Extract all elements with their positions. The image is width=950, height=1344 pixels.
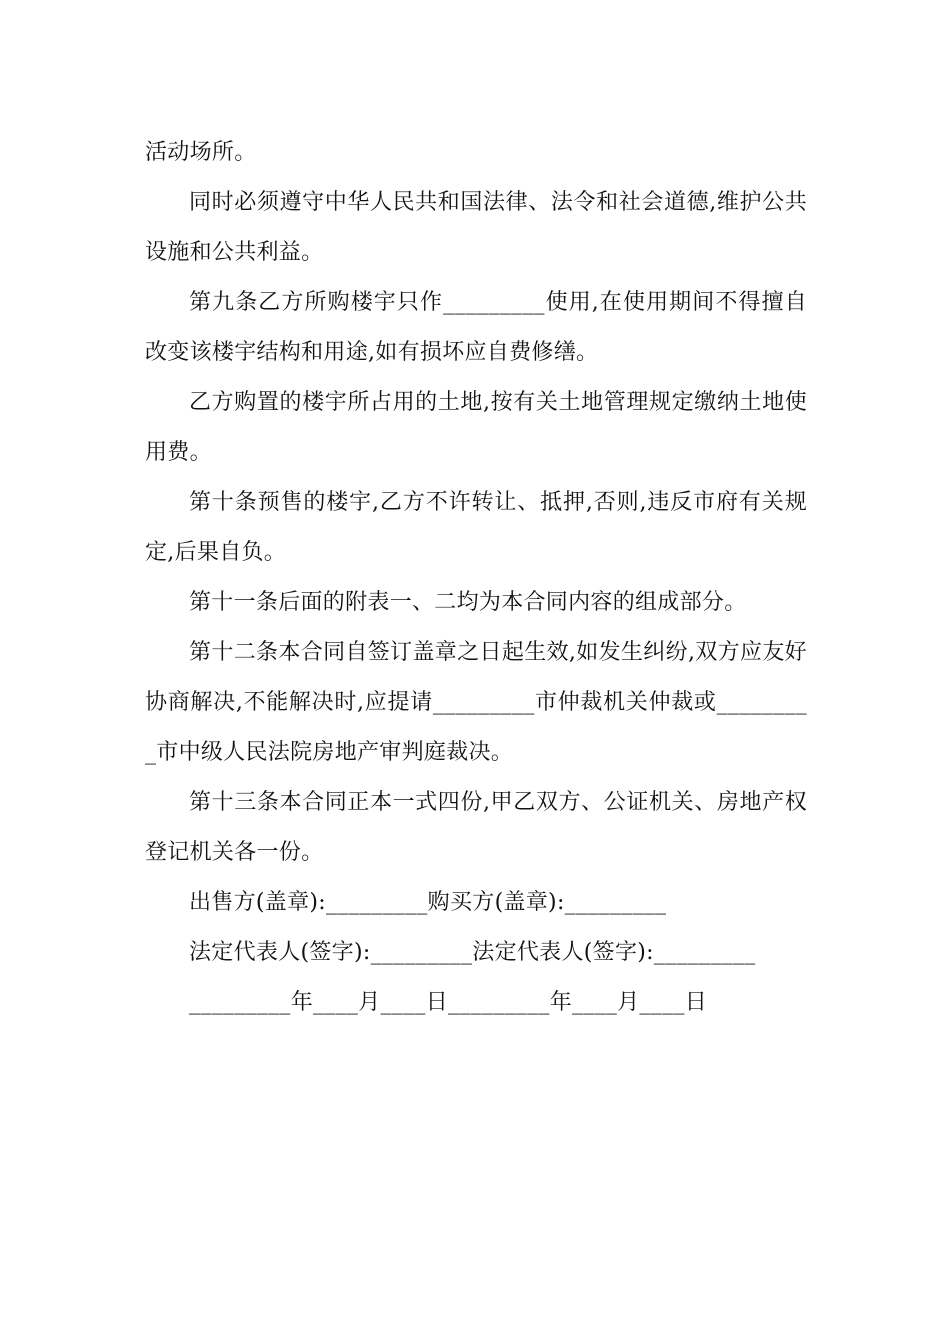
- signature-seal-line: 出售方(盖章):_________购买方(盖章):_________: [189, 890, 667, 915]
- paragraph-land-use-fee: 乙方购置的楼宇所占用的土地,按有关土地管理规定缴纳土地使用费。: [145, 390, 807, 465]
- paragraph-article-10: 第十条预售的楼宇,乙方不许转让、抵押,否则,违反市府有关规定,后果自负。: [145, 490, 807, 565]
- paragraph-legal-compliance: 同时必须遵守中华人民共和国法律、法令和社会道德,维护公共设施和公共利益。: [145, 190, 807, 265]
- paragraph-article-11: 第十一条后面的附表一、二均为本合同内容的组成部分。: [189, 590, 747, 615]
- signature-representative-line: 法定代表人(签字):_________法定代表人(签字):_________: [189, 940, 756, 965]
- paragraph-article-9: 第九条乙方所购楼宇只作_________使用,在使用期间不得擅自改变该楼宇结构和用途,如有损坏应自费修缮。: [145, 290, 807, 365]
- signature-date-line: _________年____月____日_________年____月____日: [189, 990, 707, 1015]
- paragraph-continuation: 活动场所。: [145, 140, 257, 165]
- contract-body: [145, 128, 807, 1028]
- paragraph-article-12: 第十二条本合同自签订盖章之日起生效,如发生纠纷,双方应友好协商解决,不能解决时,应提请_________市仲裁机关仲裁或_________市中级人民法院房地产审判庭裁决。: [145, 640, 807, 765]
- paragraph-article-13: 第十三条本合同正本一式四份,甲乙双方、公证机关、房地产权登记机关各一份。: [145, 790, 807, 865]
